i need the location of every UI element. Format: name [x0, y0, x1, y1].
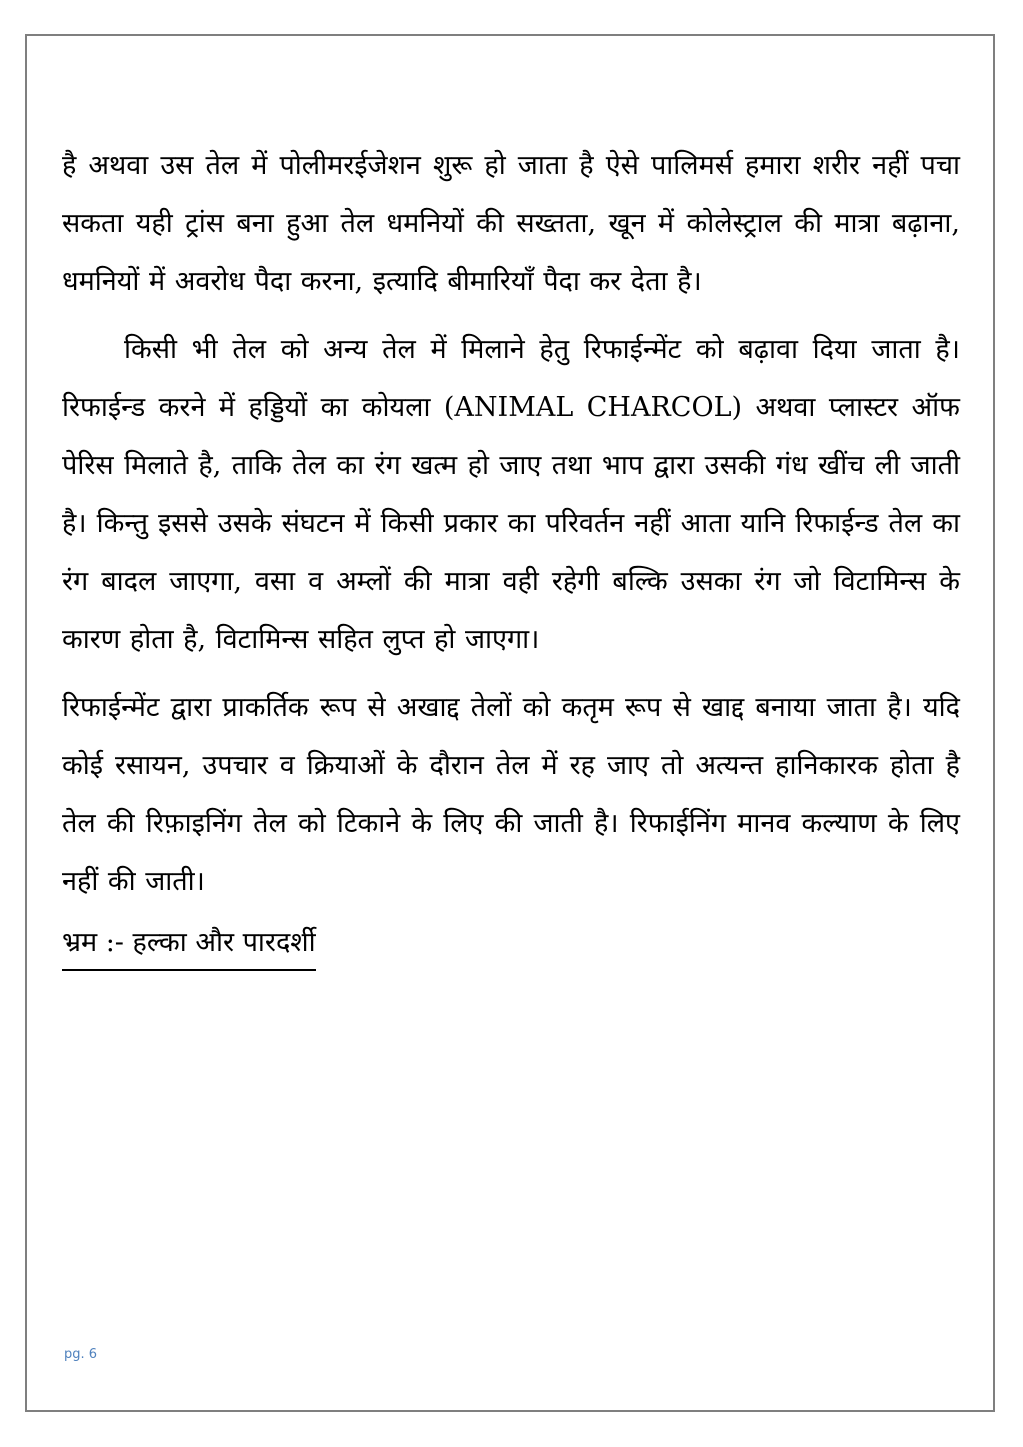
page-number: pg. 6 — [64, 1347, 98, 1362]
page-content — [62, 137, 960, 971]
paragraph-1: है अथवा उस तेल में पोलीमरईजेशन शुरू हो जाता है ऐसे पालिमर्स हमारा शरीर नहीं पचा सकता यही ट्रांस बना हुआ तेल धमनियों की सख्तता, खून में कोलेस्ट्राल की मात्रा बढ़ाना, धमनियों में अवरोध पैदा करना, इत्यादि बीमारियाँ पैदा कर देता है। — [62, 150, 960, 297]
paragraph-3: रिफाईन्मेंट द्वारा प्राकर्तिक रूप से अखाद्द तेलों को कतृम रूप से खाद्द बनाया जाता है। यदि कोई रसायन, उपचार व क्रियाओं के दौरान तेल में रह जाए तो अत्यन्त हानिकारक होता है तेल की रिफ़ाइनिंग तेल को टिकाने के लिए की जाती है। रिफाईनिंग मानव कल्याण के लिए नहीं की जाती। — [62, 692, 960, 897]
paragraph-2: किसी भी तेल को अन्य तेल में मिलाने हेतु रिफाईन्मेंट को बढ़ावा दिया जाता है। रिफाईन्ड करने में हड्डियों का कोयला (ANIMAL CHARCOL) अथवा प्लास्टर ऑफ पेरिस मिलाते है, ताकि तेल का रंग खत्म हो जाए तथा भाप द्वारा उसकी गंध खींच ली जाती है। किन्तु इससे उसके संघटन में किसी प्रकार का परिवर्तन नहीं आता यानि रिफाईन्ड तेल का रंग बादल जाएगा, वसा व अम्लों की मात्रा वही रहेगी बल्कि उसका रंग जो विटामिन्स के कारण होता है, विटामिन्स सहित लुप्त हो जाएगा। — [62, 334, 960, 655]
section-heading: भ्रम :- हल्का और पारदर्शी — [62, 923, 316, 971]
